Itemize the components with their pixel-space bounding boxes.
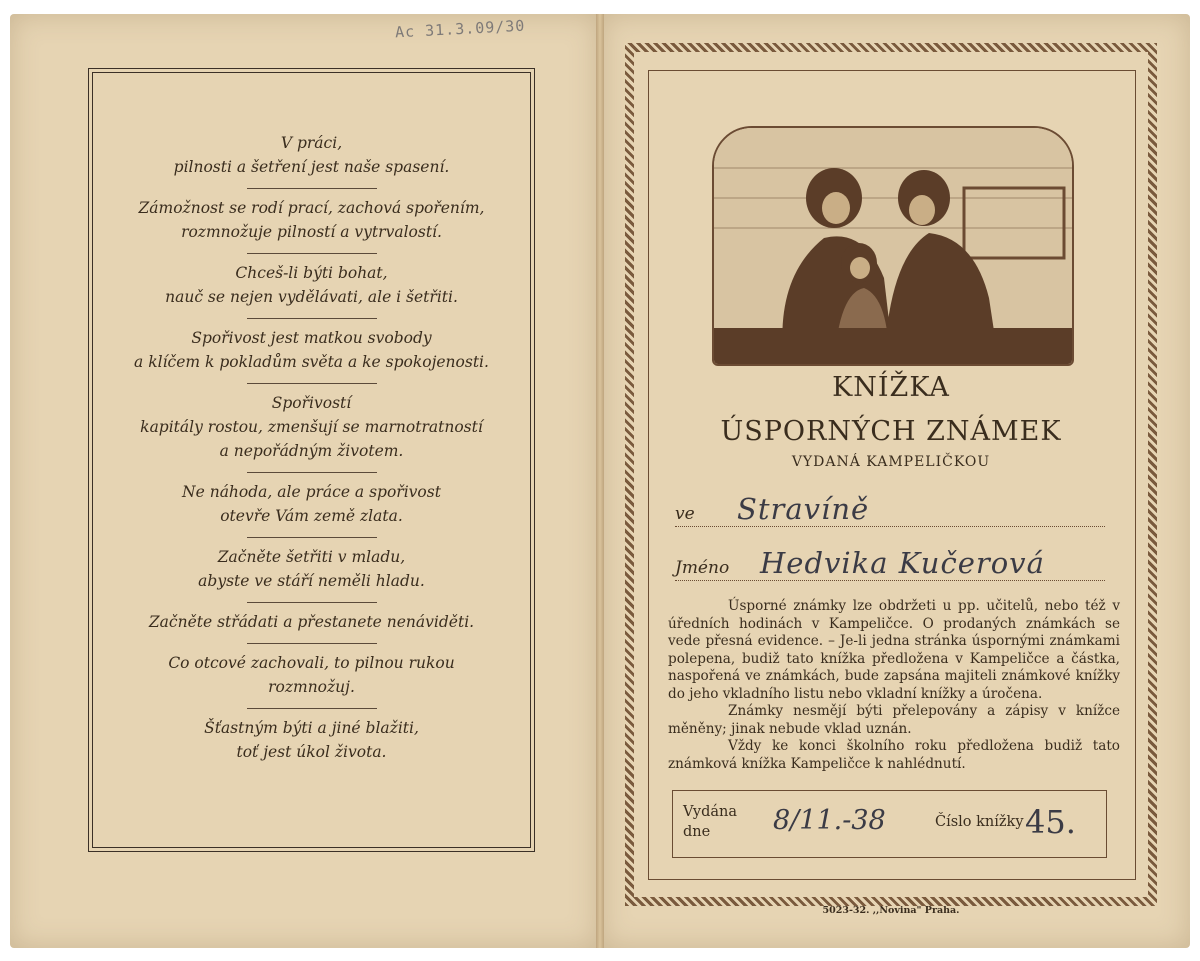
name-value: Hedvika Kučerová (760, 546, 1045, 580)
motto (93, 537, 530, 602)
motto-line: Chceš-li býti bohat, (235, 264, 388, 282)
motto (93, 472, 530, 537)
issued-label-2: dne (683, 824, 711, 840)
motto-line: otevře Vám země zlata. (220, 507, 403, 525)
motto-line: nauč se nejen vydělávati, ale i šetřiti. (165, 288, 458, 306)
motto-line: Šťastným býti a jiné blažiti, (204, 719, 419, 737)
motto-line: kapitály rostou, zmenšují se marnotratností (140, 418, 483, 436)
place-label: ve (675, 504, 695, 524)
motto-line: Ne náhoda, ale práce a spořivost (182, 483, 441, 501)
motto (93, 123, 530, 188)
rules-text (668, 598, 1120, 773)
motto-line: a nepořádným životem. (219, 442, 404, 460)
subtitle: VYDANÁ KAMPELIČKOU (791, 454, 991, 470)
motto-line: Spořivost jest matkou svobody (191, 329, 432, 347)
motto-line: a klíčem k pokladům světa a ke spokojenosti. (134, 353, 489, 371)
motto-line: Začněte šetřiti v mladu, (217, 548, 406, 566)
motto-line: Spořivostí (271, 394, 352, 412)
motto (93, 188, 530, 253)
issued-label-1: Vydána (683, 804, 737, 820)
rules-paragraph: Vždy ke konci školního roku předložena budiž tato známková knížka Kampeličce k nahlédnutí. (668, 738, 1120, 772)
motto-line: rozmnožuj. (268, 678, 355, 696)
motto-line: rozmnožuje pilností a vytrvalostí. (181, 223, 442, 241)
motto-line: V práci, (280, 134, 343, 152)
motto (93, 602, 530, 643)
motto-line: abyste ve stáří neměli hladu. (198, 572, 425, 590)
name-field (675, 546, 1105, 581)
place-value: Stravíně (737, 492, 870, 526)
motto-line: Zámožnost se rodí prací, zachová spořením, (138, 199, 485, 217)
printer-mark: 5023-32. ,,Novina" Praha. (822, 905, 960, 916)
motto (93, 318, 530, 383)
rules-paragraph: Známky nesmějí býti přelepovány a zápisy v knížce měněny; jinak nebude vklad uznán. (668, 703, 1120, 737)
name-label: Jméno (675, 558, 730, 578)
motto (93, 708, 530, 773)
rules-paragraph: Úsporné známky lze obdržeti u pp. učitelů, nebo též v úředních hodinách v Kampeličce. O prodaných známkách se vede přesná evidence. – Je-li jedna stránka úspornými známkami polepena, budiž tato knížka předložena v Kampeličce a částka, naspořená ve známkách, bude zapsána majiteli známkové knížky do jeho vkladního listu nebo vkladní knížky a úročena. (668, 598, 1120, 702)
family-illustration (712, 126, 1074, 366)
title-line-1: KNÍŽKA (832, 372, 950, 403)
title-line-2: ÚSPORNÝCH ZNÁMEK (720, 416, 1062, 447)
number-label: Číslo knížky (935, 814, 1024, 830)
motto-line: Začněte střádati a přestanete nenáviděti. (148, 613, 475, 631)
issue-box (672, 790, 1107, 858)
book-spine (596, 14, 604, 948)
motto (93, 253, 530, 318)
motto-line: pilnosti a šetření jest naše spasení. (173, 158, 450, 176)
mottos-list (93, 123, 530, 773)
motto (93, 643, 530, 708)
motto (93, 383, 530, 472)
place-field (675, 492, 1105, 527)
mottos-frame (92, 72, 531, 848)
number-value: 45. (1025, 803, 1076, 841)
issued-value: 8/11.-38 (773, 805, 886, 836)
accession-mark: Ac 31.3.09/30 (394, 16, 526, 42)
motto-line: toť jest úkol života. (236, 743, 387, 761)
motto-line: Co otcové zachovali, to pilnou rukou (168, 654, 455, 672)
